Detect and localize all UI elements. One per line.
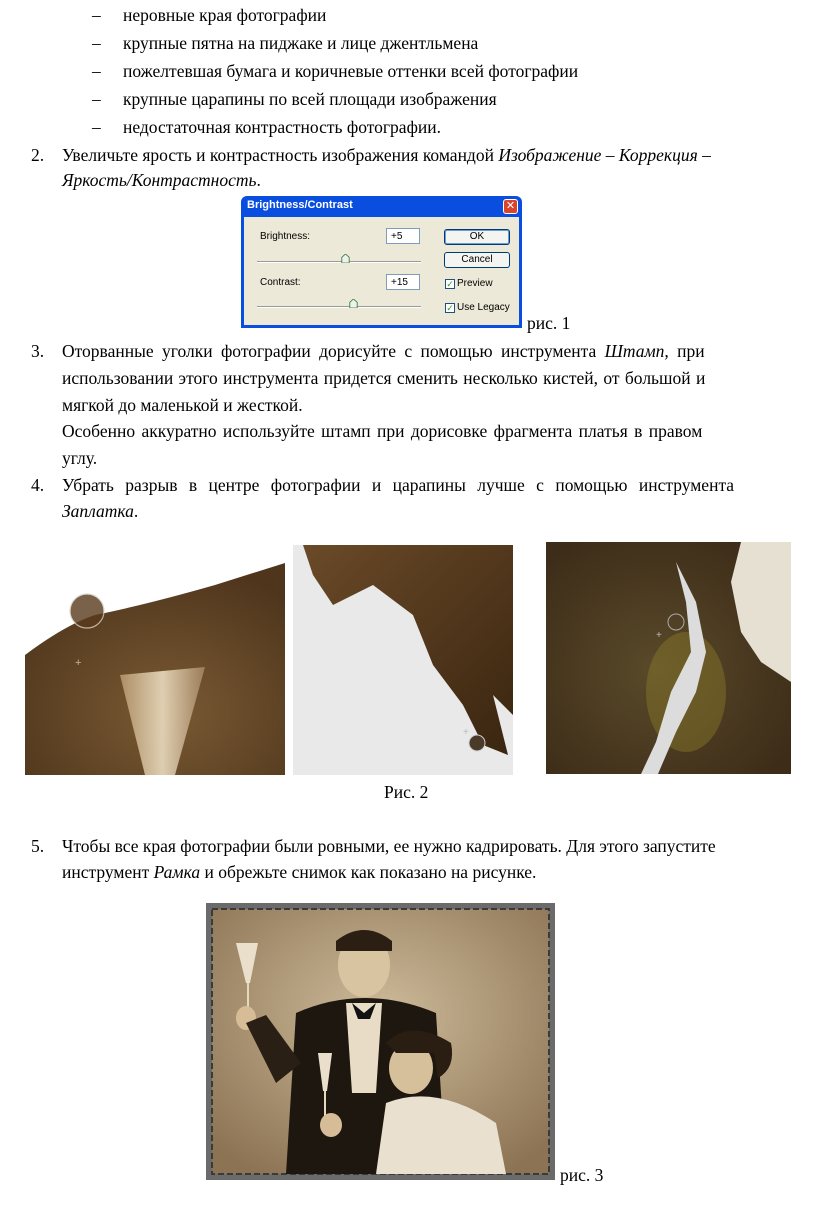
step5-text-end: и обрежьте снимок как показано на рисунке. <box>200 862 537 882</box>
svg-text:+: + <box>463 727 469 738</box>
step5-text: инструмент <box>62 862 154 882</box>
step3-text-end: при <box>668 341 705 361</box>
legacy-label: Use Legacy <box>457 302 510 313</box>
svg-text:+: + <box>75 657 82 669</box>
issue-item: недостаточная контрастность фотографии. <box>123 117 442 137</box>
issue-item: неровные края фотографии <box>123 5 327 25</box>
dialog-body <box>244 217 519 325</box>
ok-button[interactable]: OK <box>444 229 510 245</box>
list-dash: – <box>92 117 101 137</box>
step5-line: Чтобы все края фотографии были ровными, ее нужно кадрировать. Для этого запустите <box>62 836 716 856</box>
preview-label: Preview <box>457 278 493 289</box>
list-dash: – <box>92 5 101 25</box>
legacy-checkbox[interactable]: ✓ <box>446 303 454 313</box>
portrait-image <box>206 903 555 1180</box>
step4-line: Убрать разрыв в центре фотографии и царапины лучше с помощью инструмента <box>62 475 735 495</box>
step4-end: . <box>133 501 139 521</box>
step-number: 5. <box>31 836 45 856</box>
brightness-field[interactable]: +5 <box>386 228 420 244</box>
contrast-field[interactable]: +15 <box>386 274 420 290</box>
figure-caption: рис. 1 <box>527 313 571 333</box>
step3-line <box>62 341 705 362</box>
step2-command-cont: Яркость/Контрастность <box>62 170 257 190</box>
brightness-label: Brightness: <box>260 231 311 242</box>
svg-text:+: + <box>656 630 662 641</box>
step2-command: Изображение – Коррекция – <box>498 145 711 165</box>
photo-torn-edge <box>293 545 536 775</box>
dialog-title: Brightness/Contrast <box>247 199 353 211</box>
step-number: 3. <box>31 341 45 361</box>
photo-tear-patch <box>546 542 791 774</box>
step3-line: углу. <box>62 448 98 468</box>
step3-line: использовании этого инструмента придется сменить несколько кистей, от большой и <box>62 368 706 388</box>
step2-paragraph-cont <box>62 170 261 191</box>
step3-tool: Штамп, <box>604 341 669 361</box>
photo-torn-image <box>293 545 536 775</box>
step2-paragraph <box>62 145 711 166</box>
photo-corner-retouch <box>25 545 285 775</box>
step3-line: мягкой до маленькой и жесткой. <box>62 395 303 415</box>
step3-line: Особенно аккуратно используйте штамп при дорисовке фрагмента платья в правом <box>62 421 703 441</box>
brightness-contrast-dialog <box>241 196 522 328</box>
cancel-button[interactable]: Cancel <box>444 252 510 268</box>
step5-tool: Рамка <box>153 862 201 882</box>
photo-cropped-portrait <box>206 903 555 1180</box>
step2-end: . <box>256 170 261 190</box>
issue-item: крупные пятна на пиджаке и лице джентльмена <box>123 33 479 53</box>
issue-item: крупные царапины по всей площади изображения <box>123 89 497 109</box>
step2-text: Увеличьте ярость и контрастность изображения командой <box>62 145 499 165</box>
photo-tear-image <box>546 542 791 774</box>
step-number: 2. <box>31 145 45 165</box>
brightness-slider-track[interactable] <box>257 261 421 263</box>
step3-text: Оторванные уголки фотографии дорисуйте с помощью инструмента <box>62 341 605 361</box>
step5-line <box>62 862 536 883</box>
step4-line <box>62 501 138 522</box>
step4-tool: Заплатка <box>62 501 134 521</box>
brightness-slider-thumb[interactable] <box>341 254 350 263</box>
preview-checkbox[interactable]: ✓ <box>446 279 454 289</box>
list-dash: – <box>92 89 101 109</box>
step-number: 4. <box>31 475 45 495</box>
contrast-slider-thumb[interactable] <box>349 299 358 308</box>
contrast-slider-track[interactable] <box>257 306 421 308</box>
contrast-label: Contrast: <box>260 277 301 288</box>
figure-caption: Рис. 2 <box>384 782 429 802</box>
list-dash: – <box>92 61 101 81</box>
issue-item: пожелтевшая бумага и коричневые оттенки всей фотографии <box>123 61 579 81</box>
photo-corner-image <box>25 545 285 775</box>
figure-caption: рис. 3 <box>560 1165 604 1185</box>
close-icon[interactable]: ✕ <box>503 199 518 214</box>
list-dash: – <box>92 33 101 53</box>
